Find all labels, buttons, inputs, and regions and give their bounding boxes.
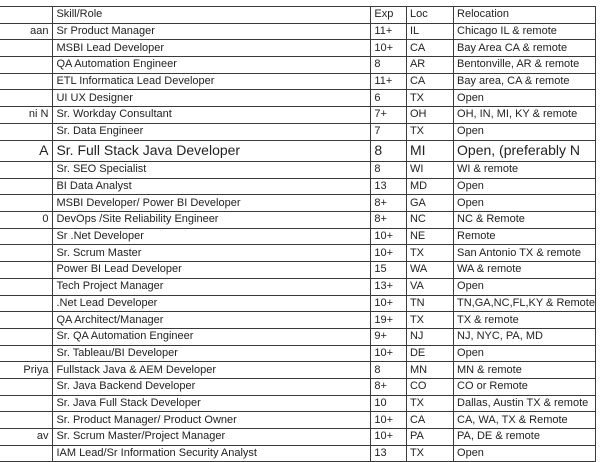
cell-relocation[interactable]: Open [454,178,596,195]
cell-loc[interactable]: CO [406,378,453,395]
cell-name[interactable] [0,312,53,329]
cell-loc[interactable]: TX [406,312,453,329]
table-row [0,345,596,362]
cell-exp[interactable]: 15 [371,262,407,279]
cell-relocation[interactable]: Chicago IL & remote [454,23,596,40]
cell-exp[interactable]: 13 [371,445,407,462]
cell-skill-role[interactable]: UI UX Designer [53,90,371,107]
cell-skill-role[interactable]: BI Data Analyst [53,178,371,195]
table-row [0,245,596,262]
cell-loc[interactable]: OH [406,107,453,124]
cell-exp[interactable]: 8 [371,362,407,379]
cell-skill-role[interactable]: MSBI Lead Developer [53,40,371,57]
candidates-table [0,6,596,462]
table-row [0,278,596,295]
cell-relocation[interactable]: TN,GA,NC,FL,KY & Remote [454,295,596,312]
cell-name[interactable] [0,40,53,57]
table-row [0,312,596,329]
table-row [0,90,596,107]
cell-exp[interactable]: 10+ [371,245,407,262]
table-row [0,195,596,212]
header-loc: Loc [406,7,453,24]
cell-skill-role[interactable]: Sr. Workday Consultant [53,107,371,124]
cell-relocation[interactable]: CO or Remote [454,378,596,395]
cell-name[interactable] [0,123,53,140]
cell-exp[interactable]: 9+ [371,328,407,345]
header-row [0,7,596,24]
cell-name-text: A [39,142,49,159]
cell-skill-role[interactable]: Power BI Lead Developer [53,262,371,279]
cell-loc[interactable]: CA [406,40,453,57]
cell-skill-role[interactable]: Sr. SEO Specialist [53,162,371,179]
cell-name[interactable] [0,90,53,107]
cell-exp[interactable]: 10+ [371,295,407,312]
cell-relocation[interactable]: WI & remote [454,162,596,179]
cell-name[interactable] [0,278,53,295]
cell-name[interactable] [0,445,53,462]
cell-relocation[interactable]: Bentonville, AR & remote [454,57,596,74]
cell-skill-role[interactable]: Sr .Net Developer [53,228,371,245]
cell-skill-role[interactable]: Sr. Product Manager/ Product Owner [53,412,371,429]
cell-name[interactable] [0,178,53,195]
table-row [0,212,596,229]
table-row [0,107,596,124]
cell-loc[interactable]: TX [406,395,453,412]
cell-name[interactable] [0,412,53,429]
cell-skill-role[interactable]: ETL Informatica Lead Developer [53,73,371,90]
cell-name[interactable] [0,195,53,212]
cell-exp[interactable]: 7+ [371,107,407,124]
table-row [0,57,596,74]
cell-relocation[interactable]: Bay area, CA & remote [454,73,596,90]
cell-relocation[interactable]: NC & Remote [454,212,596,229]
cell-loc[interactable]: CA [406,73,453,90]
table-row [0,445,596,462]
cell-relocation[interactable]: Bay Area CA & remote [454,40,596,57]
cell-exp[interactable]: 10+ [371,40,407,57]
cell-relocation[interactable]: WA & remote [454,262,596,279]
header-exp: Exp [371,7,407,24]
cell-exp[interactable]: 8+ [371,212,407,229]
cell-name[interactable] [0,228,53,245]
cell-loc[interactable]: MN [406,362,453,379]
cell-skill-role[interactable]: Sr. Data Engineer [53,123,371,140]
cell-skill-role[interactable]: Sr. Full Stack Java Developer [53,140,371,162]
cell-exp[interactable]: 8 [371,140,407,162]
cell-exp[interactable]: 10+ [371,228,407,245]
cell-skill-role[interactable]: Sr Product Manager [53,23,371,40]
cell-name-text: 0 [42,213,49,226]
cell-exp[interactable]: 10+ [371,345,407,362]
cell-name[interactable] [0,429,53,446]
cell-name-text: av [36,430,49,443]
cell-relocation[interactable]: Open [454,345,596,362]
cell-name[interactable] [0,295,53,312]
cell-loc[interactable]: TN [406,295,453,312]
cell-name[interactable] [0,328,53,345]
cell-loc[interactable]: TX [406,445,453,462]
table-row [0,395,596,412]
cell-relocation[interactable]: Open [454,195,596,212]
cell-name[interactable] [0,140,53,162]
cell-skill-role[interactable]: DevOps /Site Reliability Engineer [53,212,371,229]
cell-name[interactable] [0,378,53,395]
cell-relocation[interactable]: MN & remote [454,362,596,379]
cell-relocation[interactable]: Open [454,123,596,140]
cell-skill-role[interactable]: Sr. Java Backend Developer [53,378,371,395]
cell-skill-role[interactable]: Sr. Java Full Stack Developer [53,395,371,412]
cell-name[interactable] [0,262,53,279]
cell-name[interactable] [0,395,53,412]
cell-skill-role[interactable]: QA Architect/Manager [53,312,371,329]
cell-exp[interactable]: 6 [371,90,407,107]
cell-loc[interactable]: WA [406,262,453,279]
cell-relocation[interactable]: Remote [454,228,596,245]
cell-loc[interactable]: NE [406,228,453,245]
cell-skill-role[interactable]: .Net Lead Developer [53,295,371,312]
table-row [0,378,596,395]
cell-exp[interactable]: 10+ [371,412,407,429]
cell-skill-role[interactable]: Sr. Scrum Master/Project Manager [53,429,371,446]
cell-exp[interactable]: 11+ [371,73,407,90]
table-row [0,40,596,57]
table-row [0,362,596,379]
cell-skill-role[interactable]: Sr. Scrum Master [53,245,371,262]
cell-exp[interactable]: 7 [371,123,407,140]
cell-relocation[interactable]: Open [454,445,596,462]
cell-loc[interactable]: AR [406,57,453,74]
cell-name[interactable] [0,162,53,179]
table-row [0,328,596,345]
cell-name[interactable] [0,212,53,229]
cell-exp[interactable]: 13 [371,178,407,195]
cell-relocation[interactable]: Open, (preferably N [454,140,596,162]
cell-name[interactable] [0,107,53,124]
cell-exp[interactable]: 10 [371,395,407,412]
cell-loc[interactable]: MD [406,178,453,195]
cell-name-text: ni N [28,108,49,121]
cell-loc[interactable]: TX [406,90,453,107]
cell-skill-role[interactable]: IAM Lead/Sr Information Security Analyst [53,445,371,462]
cell-name[interactable] [0,57,53,74]
cell-relocation[interactable]: NJ, NYC, PA, MD [454,328,596,345]
cell-skill-role[interactable]: Sr. Tableau/BI Developer [53,345,371,362]
cell-loc[interactable]: PA [406,429,453,446]
cell-relocation[interactable]: Open [454,278,596,295]
cell-exp[interactable]: 13+ [371,278,407,295]
cell-name[interactable] [0,23,53,40]
table-row [0,73,596,90]
header-relocation: Relocation [454,7,596,24]
cell-exp[interactable]: 19+ [371,312,407,329]
cell-exp[interactable]: 11+ [371,23,407,40]
table-row [0,295,596,312]
cell-loc[interactable]: CA [406,412,453,429]
cell-skill-role[interactable]: QA Automation Engineer [53,57,371,74]
cell-loc[interactable]: NC [406,212,453,229]
table-row [0,262,596,279]
cell-skill-role[interactable]: Tech Project Manager [53,278,371,295]
table-row [0,123,596,140]
cell-name[interactable] [0,345,53,362]
cell-loc[interactable]: IL [406,23,453,40]
cell-exp[interactable]: 10+ [371,429,407,446]
cell-loc[interactable]: TX [406,245,453,262]
table-row [0,429,596,446]
cell-relocation[interactable]: CA, WA, TX & Remote [454,412,596,429]
cell-relocation[interactable]: Open [454,90,596,107]
cell-exp[interactable]: 8 [371,57,407,74]
cell-name[interactable] [0,362,53,379]
cell-loc[interactable]: WI [406,162,453,179]
table-row [0,140,596,162]
cell-loc[interactable]: NJ [406,328,453,345]
table-row [0,178,596,195]
cell-loc[interactable]: MI [406,140,453,162]
cell-loc[interactable]: VA [406,278,453,295]
cell-loc[interactable]: GA [406,195,453,212]
header-name [0,7,53,24]
table-row [0,412,596,429]
table-row [0,162,596,179]
cell-exp[interactable]: 8+ [371,378,407,395]
cell-name[interactable] [0,245,53,262]
header-skill-role: Skill/Role [53,7,371,24]
cell-relocation[interactable]: TX & remote [454,312,596,329]
cell-name[interactable] [0,73,53,90]
cell-relocation[interactable]: San Antonio TX & remote [454,245,596,262]
cell-skill-role[interactable]: Fullstack Java & AEM Developer [53,362,371,379]
cell-name-text: aan [30,25,49,38]
cell-loc[interactable]: DE [406,345,453,362]
cell-relocation[interactable]: PA, DE & remote [454,429,596,446]
cell-relocation[interactable]: OH, IN, MI, KY & remote [454,107,596,124]
cell-loc[interactable]: TX [406,123,453,140]
cell-skill-role[interactable]: MSBI Developer/ Power BI Developer [53,195,371,212]
cell-exp[interactable]: 8 [371,162,407,179]
cell-exp[interactable]: 8+ [371,195,407,212]
cell-relocation[interactable]: Dallas, Austin TX & remote [454,395,596,412]
cell-skill-role[interactable]: Sr. QA Automation Engineer [53,328,371,345]
table-row [0,23,596,40]
cell-name-text: Priya [23,363,49,376]
table-row [0,228,596,245]
